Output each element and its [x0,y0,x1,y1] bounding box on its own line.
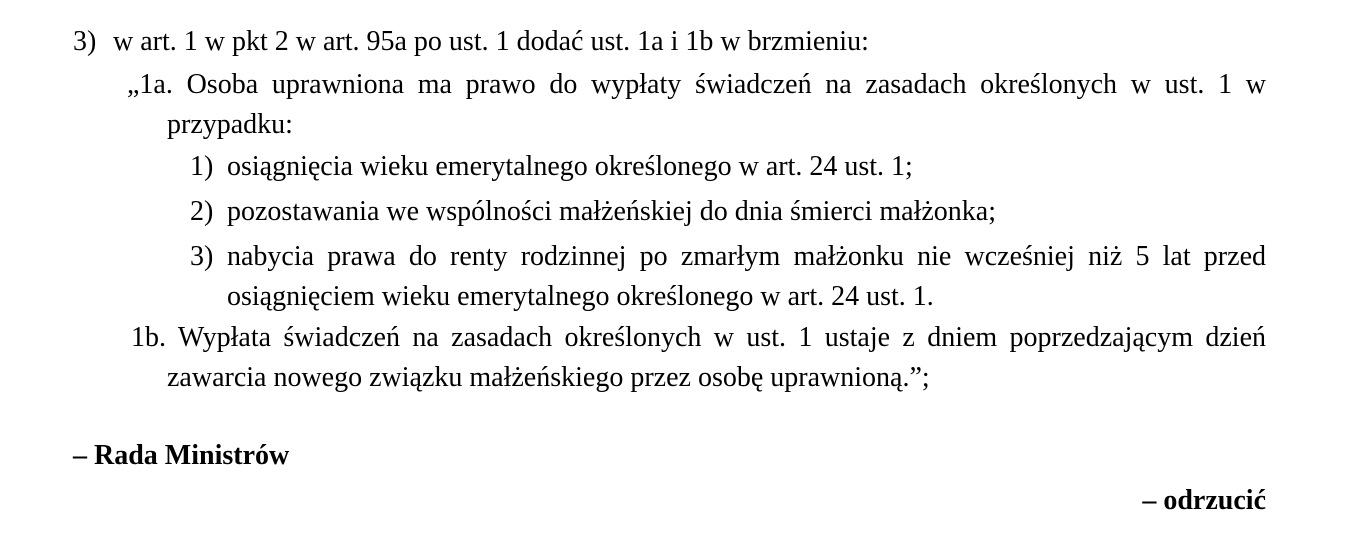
list-item-number: 3) [190,241,214,272]
list-item-number: 2) [190,196,214,227]
paragraph-1a [127,65,1267,145]
paragraph-1b-text: Wypłata świadczeń na zasadach określonych w ust. 1 ustaje z dniem poprzedzającym dzień zawarcia nowego związku małżeńskiego przez osobę uprawnioną.”; [167,322,1266,393]
paragraph-1a-text: Osoba uprawniona ma prawo do wypłaty świadczeń na zasadach określonych w ust. 1 w przypadku: [167,69,1267,140]
amendment-intro [73,22,1273,62]
list-item-text: pozostawania we wspólności małżeńskiej do dnia śmierci małżonka; [227,196,997,227]
proposer: – Rada Ministrów [73,440,290,471]
paragraph-1b-lead: 1b. [131,322,166,353]
list-item [190,192,1266,232]
amendment-number: 3) [73,26,97,57]
amendment-intro-text: w art. 1 w pkt 2 w art. 95a po ust. 1 dodać ust. 1a i 1b w brzmieniu: [113,26,869,57]
list-item-number: 1) [190,151,214,182]
paragraph-1b [131,318,1266,398]
recommendation: – odrzucić [1142,485,1266,516]
paragraph-1a-lead: „1a. [127,69,173,100]
list-item [190,237,1266,317]
list-item-text: nabycia prawa do renty rodzinnej po zmarłym małżonku nie wcześniej niż 5 lat przed osiągnięciem wieku emerytalnego określonego w art. 24 ust. 1. [227,241,1266,312]
list-item-text: osiągnięcia wieku emerytalnego określonego w art. 24 ust. 1; [227,151,913,182]
list-item [190,147,1266,187]
